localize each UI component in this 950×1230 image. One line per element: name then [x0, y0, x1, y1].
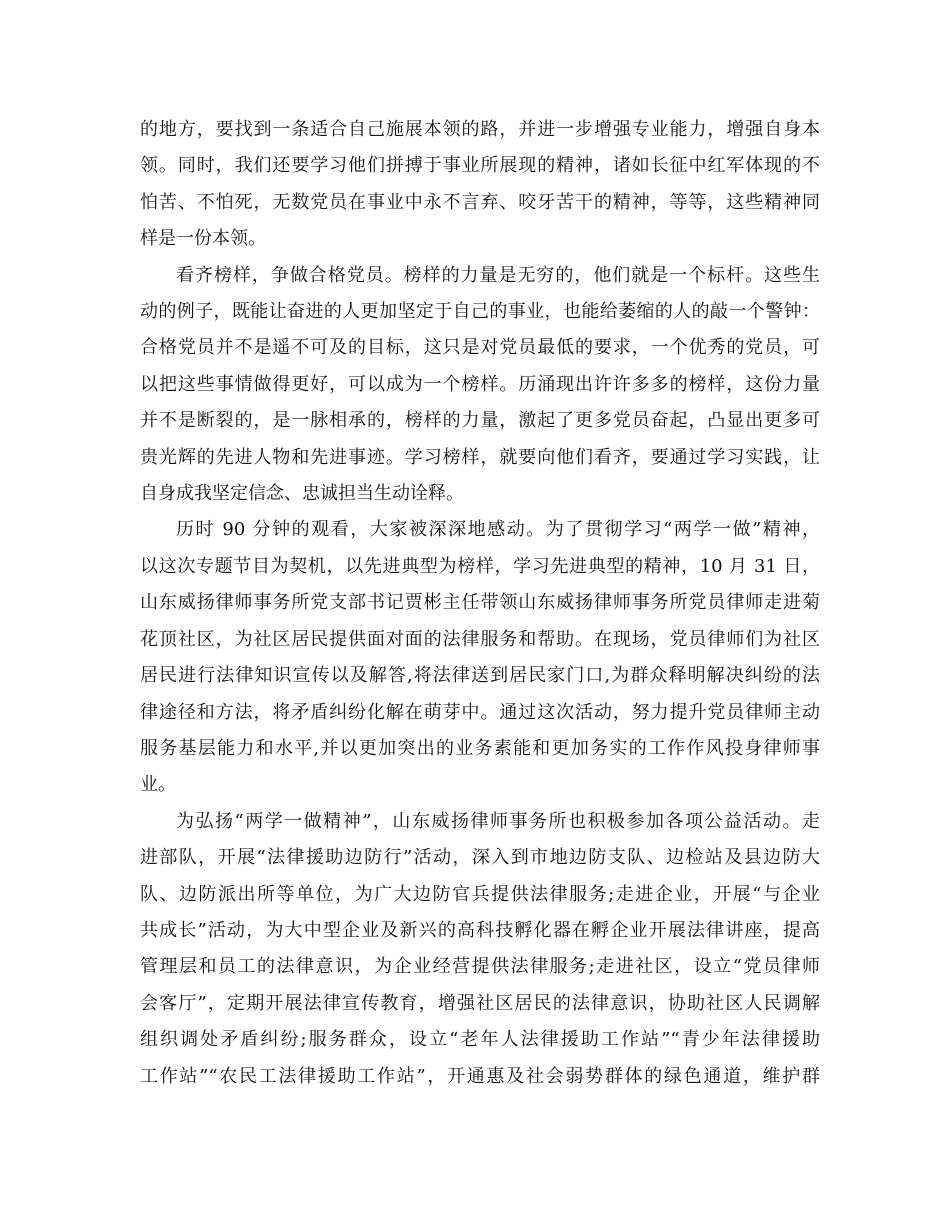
text-line: 自身成我坚定信念、忠诚担当生动诠释。	[140, 483, 464, 505]
text-line: 工作站”“农民工法律援助工作站”，开通惠及社会弱势群体的绿色通道，维护群	[140, 1065, 820, 1087]
text-line: 的地方，要找到一条适合自己施展本领的路，并进一步增强专业能力，增强自身本	[140, 119, 820, 140]
text-line: 合格党员并不是遥不可及的目标，这只是对党员最低的要求，一个优秀的党员，可	[140, 337, 820, 359]
text-line: 为弘扬“两学一做精神”，山东威扬律师事务所也积极参加各项公益活动。走	[176, 810, 820, 832]
text-line: 山东威扬律师事务所党支部书记贾彬主任带领山东威扬律师事务所党员律师走进菊	[140, 592, 820, 614]
document-body	[140, 112, 820, 1095]
text-line: 样是一份本领。	[140, 228, 266, 250]
text-line: 进部队，开展“法律援助边防行”活动，深入到市地边防支队、边检站及县边防大	[140, 847, 820, 869]
text-line: 组织调处矛盾纠纷;服务群众，设立“老年人法律援助工作站”“青少年法律援助	[140, 1029, 820, 1051]
text-line: 领。同时，我们还要学习他们拼搏于事业所展现的精神，诸如长征中红军体现的不	[140, 155, 820, 177]
text-line: 服务基层能力和水平,并以更加突出的业务素能和更加务实的工作作风投身律师事	[140, 737, 820, 759]
text-line: 以把这些事情做得更好，可以成为一个榜样。历涌现出许许多多的榜样，这份力量	[140, 373, 820, 395]
paragraph	[140, 112, 820, 258]
text-line: 业。	[140, 774, 176, 796]
text-line: 花顶社区，为社区居民提供面对面的法律服务和帮助。在现场，党员律师们为社区	[140, 628, 820, 650]
paragraph	[140, 804, 820, 1095]
text-line: 动的例子，既能让奋进的人更加坚定于自己的事业，也能给萎缩的人的敲一个警钟：	[140, 301, 820, 323]
text-line: 律途径和方法，将矛盾纠纷化解在萌芽中。通过这次活动，努力提升党员律师主动	[140, 701, 820, 723]
text-line: 历时 90 分钟的观看，大家被深深地感动。为了贯彻学习“两学一做”精神，	[176, 519, 820, 541]
text-line: 会客厅”，定期开展法律宣传教育，增强社区居民的法律意识，协助社区人民调解	[140, 992, 820, 1014]
text-line: 并不是断裂的，是一脉相承的，榜样的力量，激起了更多党员奋起，凸显出更多可	[140, 410, 820, 432]
text-line: 共成长”活动，为大中型企业及新兴的高科技孵化器在孵企业开展法律讲座，提高	[140, 919, 820, 941]
paragraph	[140, 258, 820, 513]
text-line: 贵光辉的先进人物和先进事迹。学习榜样，就要向他们看齐，要通过学习实践，让	[140, 446, 820, 468]
text-line: 居民进行法律知识宣传以及解答,将法律送到居民家门口,为群众释明解决纠纷的法	[140, 665, 820, 687]
paragraph	[140, 512, 820, 803]
text-line: 以这次专题节目为契机，以先进典型为榜样，学习先进典型的精神，10 月 31 日，	[140, 555, 820, 577]
text-line: 管理层和员工的法律意识，为企业经营提供法律服务;走进社区，设立“党员律师	[140, 956, 820, 978]
text-line: 怕苦、不怕死，无数党员在事业中永不言弃、咬牙苦干的精神，等等，这些精神同	[140, 191, 820, 213]
text-line: 队、边防派出所等单位，为广大边防官兵提供法律服务;走进企业，开展“与企业	[140, 883, 820, 905]
text-line: 看齐榜样，争做合格党员。榜样的力量是无穷的，他们就是一个标杆。这些生	[176, 264, 820, 286]
